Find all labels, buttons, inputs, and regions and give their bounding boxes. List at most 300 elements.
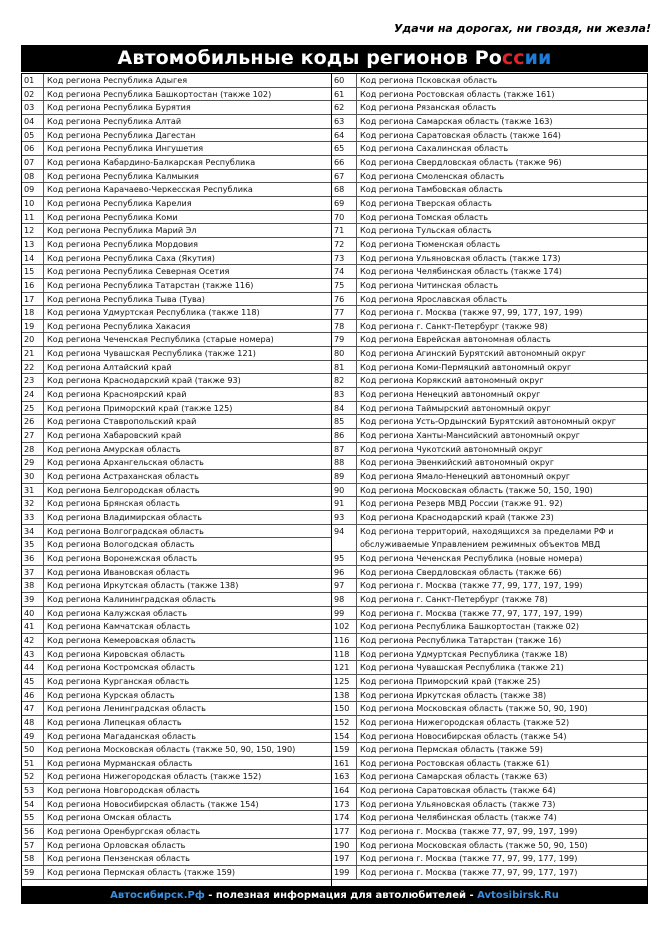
region-name: Код региона Волгоградская область xyxy=(47,525,204,536)
table-row xyxy=(332,183,647,197)
region-code-number: 16 xyxy=(22,279,44,292)
region-name: Код региона Хабаровский край xyxy=(47,430,182,441)
region-name: Код региона Республика Мордовия xyxy=(47,238,199,249)
region-name: Код региона Республика Башкортостан (также 02) xyxy=(360,621,580,632)
region-name: Код региона Калужская область xyxy=(47,607,187,618)
table-row xyxy=(22,511,331,525)
table-row xyxy=(332,197,647,211)
table-row xyxy=(22,675,331,689)
region-code-number: 81 xyxy=(332,361,357,374)
region-code-number: 13 xyxy=(22,238,44,251)
region-name: Код региона Удмуртская Республика (также 118) xyxy=(47,307,260,318)
region-code-number: 21 xyxy=(22,347,44,360)
region-code-number: 91 xyxy=(332,497,357,510)
title-part-white: Автомобильные коды регионов Ро xyxy=(117,47,502,69)
region-name: Код региона Республика Коми xyxy=(47,211,178,222)
table-row xyxy=(332,470,647,484)
table-row xyxy=(22,170,331,184)
region-name: Код региона Смоленская область xyxy=(360,170,505,181)
table-row xyxy=(22,798,331,812)
table-row xyxy=(332,361,647,375)
region-code-number: 174 xyxy=(332,811,357,824)
region-code-number: 69 xyxy=(332,197,357,210)
region-name: Код региона Калининградская область xyxy=(47,593,216,604)
table-row xyxy=(22,333,331,347)
region-name: Код региона Нижегородская область (также 52) xyxy=(360,716,570,727)
region-name: Код региона Республика Северная Осетия xyxy=(47,266,230,277)
region-name: Код региона Чувашская Республика (также 121) xyxy=(47,348,256,359)
region-name: Код региона г. Москва (также 77, 99, 177, 197, 199) xyxy=(360,580,583,591)
title-part-red: сс xyxy=(501,47,525,69)
table-row xyxy=(332,101,647,115)
table-row xyxy=(22,279,331,293)
region-name: Код региона Томская область xyxy=(360,211,489,222)
region-name: Код региона Ивановская область xyxy=(47,566,190,577)
region-code-number: 90 xyxy=(332,484,357,497)
region-name: Код региона Астраханская область xyxy=(47,471,199,482)
table-row xyxy=(332,511,647,525)
region-name: Код региона Пермская область (также 59) xyxy=(360,744,543,755)
region-name: Код региона Липецкая область xyxy=(47,716,182,727)
region-code-number: 38 xyxy=(22,579,44,592)
region-code-number: 96 xyxy=(332,566,357,579)
table-row xyxy=(332,525,647,552)
region-code-number: 82 xyxy=(332,374,357,387)
region-code-number: 12 xyxy=(22,224,44,237)
table-row xyxy=(332,839,647,853)
region-name: Код региона Коми-Пермяцкий автономный округ xyxy=(360,361,572,372)
region-code-number: 197 xyxy=(332,852,357,865)
table-row xyxy=(332,702,647,716)
region-code-number: 27 xyxy=(22,429,44,442)
table-row xyxy=(332,129,647,143)
region-name: Код региона Алтайский край xyxy=(47,361,172,372)
region-name: Код региона Свердловская область (также 96) xyxy=(360,156,562,167)
region-code-number: 42 xyxy=(22,634,44,647)
region-name: Код региона Пермская область (также 159) xyxy=(47,867,236,878)
table-row xyxy=(332,156,647,170)
region-code-number: 14 xyxy=(22,252,44,265)
table-row xyxy=(332,347,647,361)
region-name: Код региона Самарская область (также 163) xyxy=(360,115,553,126)
region-name: Код региона Усть-Ордынский Бурятский автономный округ xyxy=(360,416,617,427)
region-code-number: 80 xyxy=(332,347,357,360)
table-row xyxy=(22,825,331,839)
region-code-number: 54 xyxy=(22,798,44,811)
region-code-number: 97 xyxy=(332,579,357,592)
region-name: Код региона Краснодарский край (также 23) xyxy=(360,512,554,522)
table-row xyxy=(332,320,647,334)
region-name: Код региона Чеченская Республика (старые номера) xyxy=(47,334,274,345)
table-row xyxy=(22,661,331,675)
region-code-number: 93 xyxy=(332,511,357,524)
region-name: Код региона Кировская область xyxy=(47,648,185,659)
table-row xyxy=(22,183,331,197)
region-code-number: 19 xyxy=(22,320,44,333)
region-code-number: 55 xyxy=(22,811,44,824)
region-name: Код региона Республика Адыгея xyxy=(47,75,188,85)
region-name: Код региона Республика Саха (Якутия) xyxy=(47,252,215,263)
region-name: Код региона Саратовская область (также 164) xyxy=(360,129,561,140)
region-name: Код региона Нижегородская область (также 152) xyxy=(47,771,262,782)
region-name: Код региона Камчатская область xyxy=(47,621,191,632)
region-name: Код региона Московская область (также 50, 90, 150) xyxy=(360,839,588,850)
table-row xyxy=(22,552,331,566)
table-row xyxy=(22,770,331,784)
table-row xyxy=(22,374,331,388)
region-name: Код региона Приморский край (также 125) xyxy=(47,402,233,413)
table-row xyxy=(332,825,647,839)
table-row xyxy=(332,716,647,730)
table-row xyxy=(22,238,331,252)
region-code-number: 190 xyxy=(332,839,357,852)
region-code-number: 50 xyxy=(22,743,44,756)
region-code-number: 33 xyxy=(22,511,44,524)
table-row xyxy=(22,320,331,334)
region-name: Код региона Чукотский автономный округ xyxy=(360,443,543,454)
region-code-number: 45 xyxy=(22,675,44,688)
table-row xyxy=(22,484,331,498)
table-row xyxy=(332,607,647,621)
region-code-number: 173 xyxy=(332,798,357,811)
table-row xyxy=(22,525,331,539)
region-name: Код региона Республика Бурятия xyxy=(47,102,191,113)
region-name: Код региона Магаданская область xyxy=(47,730,197,741)
region-code-number: 46 xyxy=(22,689,44,702)
region-code-number: 84 xyxy=(332,402,357,415)
table-row xyxy=(332,743,647,757)
table-row xyxy=(22,456,331,470)
region-name: Код региона Новосибирская область (также 54) xyxy=(360,730,567,741)
table-row xyxy=(332,730,647,744)
table-row xyxy=(22,689,331,703)
region-code-number: 58 xyxy=(22,852,44,865)
region-code-number: 102 xyxy=(332,620,357,633)
table-row xyxy=(22,607,331,621)
region-code-number: 121 xyxy=(332,661,357,674)
table-row xyxy=(332,115,647,129)
region-code-number: 118 xyxy=(332,648,357,661)
table-row xyxy=(22,429,331,443)
table-row xyxy=(22,757,331,771)
region-name: Код региона Ульяновская область (также 73) xyxy=(360,798,556,809)
page-title xyxy=(21,45,648,72)
region-name: Код региона Чувашская Республика (также 21) xyxy=(360,662,564,673)
slogan-text: Удачи на дорогах, ни гвоздя, ни жезла! xyxy=(393,22,651,35)
table-row xyxy=(22,443,331,457)
region-name: Код региона Ростовская область (также 61) xyxy=(360,757,550,768)
region-code-number: 41 xyxy=(22,620,44,633)
footer-link-avtosibirsk-ru[interactable]: Avtosibirsk.Ru xyxy=(477,890,559,901)
region-code-number: 05 xyxy=(22,129,44,142)
table-row xyxy=(22,634,331,648)
table-row xyxy=(332,402,647,416)
table-row xyxy=(332,689,647,703)
table-row xyxy=(332,552,647,566)
region-code-number: 63 xyxy=(332,115,357,128)
region-code-number: 83 xyxy=(332,388,357,401)
region-code-number: 29 xyxy=(22,456,44,469)
region-code-number: 99 xyxy=(332,607,357,620)
region-name: Код региона Орловская область xyxy=(47,839,186,850)
region-code-number: 09 xyxy=(22,183,44,196)
table-row xyxy=(332,238,647,252)
table-row xyxy=(22,156,331,170)
region-code-number: 65 xyxy=(332,142,357,155)
region-code-number: 24 xyxy=(22,388,44,401)
region-code-number: 51 xyxy=(22,757,44,770)
table-row xyxy=(22,415,331,429)
region-code-number: 22 xyxy=(22,361,44,374)
region-code-number: 43 xyxy=(22,648,44,661)
table-row xyxy=(22,811,331,825)
region-name: Код региона Республика Татарстан (также 16) xyxy=(360,634,562,645)
table-row xyxy=(332,429,647,443)
table-row xyxy=(332,757,647,771)
region-code-number: 150 xyxy=(332,702,357,715)
table-row xyxy=(22,648,331,662)
region-code-number: 159 xyxy=(332,743,357,756)
table-row xyxy=(22,265,331,279)
region-code-number: 18 xyxy=(22,306,44,319)
region-code-number: 11 xyxy=(22,211,44,224)
left-column xyxy=(22,74,332,886)
table-row xyxy=(22,197,331,211)
region-name: Код региона Удмуртская Республика (также 18) xyxy=(360,648,568,659)
region-name: Код региона Краснодарский край (также 93) xyxy=(47,375,241,386)
region-name: Код региона Самарская область (также 63) xyxy=(360,771,548,782)
region-name: Код региона г. Санкт-Петербург (также 98) xyxy=(360,320,548,331)
region-name: Код региона Республика Дагестан xyxy=(47,129,196,140)
region-code-number: 40 xyxy=(22,607,44,620)
region-code-number: 30 xyxy=(22,470,44,483)
region-code-number: 56 xyxy=(22,825,44,838)
region-code-number: 35 xyxy=(22,538,44,551)
region-name: Код региона Архангельская область xyxy=(47,457,204,468)
region-name: Код региона Оренбургская область xyxy=(47,826,200,837)
region-code-number: 44 xyxy=(22,661,44,674)
table-row xyxy=(332,142,647,156)
region-code-number: 17 xyxy=(22,293,44,306)
region-code-number: 177 xyxy=(332,825,357,838)
table-row xyxy=(332,634,647,648)
table-row xyxy=(22,852,331,866)
region-code-number: 94 xyxy=(332,525,357,551)
region-code-number: 78 xyxy=(332,320,357,333)
table-row xyxy=(22,361,331,375)
region-code-number: 72 xyxy=(332,238,357,251)
table-row xyxy=(332,798,647,812)
table-row xyxy=(22,211,331,225)
region-code-number: 85 xyxy=(332,415,357,428)
region-code-number: 87 xyxy=(332,443,357,456)
region-code-number: 23 xyxy=(22,374,44,387)
region-code-number: 75 xyxy=(332,279,357,292)
region-code-number: 10 xyxy=(22,197,44,210)
region-code-number: 161 xyxy=(332,757,357,770)
table-row xyxy=(22,470,331,484)
table-row xyxy=(332,374,647,388)
table-row xyxy=(22,702,331,716)
table-row xyxy=(22,716,331,730)
region-code-number: 77 xyxy=(332,306,357,319)
table-row xyxy=(332,211,647,225)
table-row xyxy=(332,770,647,784)
region-code-number: 61 xyxy=(332,88,357,101)
region-name: Код региона Ростовская область (также 161) xyxy=(360,88,555,99)
table-row xyxy=(22,743,331,757)
region-name: Код региона г. Москва (также 97, 99, 177, 197, 199) xyxy=(360,307,583,318)
region-name: Код региона Новгородская область xyxy=(47,785,200,796)
table-row xyxy=(332,593,647,607)
region-name: Код региона Чеченская Республика (новые номера) xyxy=(360,552,583,563)
region-codes-table xyxy=(21,73,648,887)
region-code-number: 03 xyxy=(22,101,44,114)
table-row xyxy=(22,593,331,607)
region-name: Код региона Костромская область xyxy=(47,662,196,673)
region-code-number: 163 xyxy=(332,770,357,783)
region-name: Код региона Таймырский автономный округ xyxy=(360,402,551,413)
region-name: Код региона Ямало-Ненецкий автономный округ xyxy=(360,471,571,482)
region-name: Код региона Курская область xyxy=(47,689,175,700)
region-code-number: 53 xyxy=(22,784,44,797)
region-name: Код региона Владимирская область xyxy=(47,512,203,522)
region-name: Код региона Тульская область xyxy=(360,225,492,236)
table-row xyxy=(22,306,331,320)
table-row xyxy=(332,388,647,402)
table-row xyxy=(332,566,647,580)
table-row xyxy=(332,811,647,825)
region-code-number: 67 xyxy=(332,170,357,183)
region-name: Код региона Сахалинская область xyxy=(360,143,509,154)
region-name: Код региона Омская область xyxy=(47,812,172,823)
region-code-number: 36 xyxy=(22,552,44,565)
region-code-number: 64 xyxy=(332,129,357,142)
table-row xyxy=(332,415,647,429)
region-code-number: 73 xyxy=(332,252,357,265)
region-code-number: 49 xyxy=(22,730,44,743)
table-row xyxy=(332,620,647,634)
region-code-number: 06 xyxy=(22,142,44,155)
region-code-number: 164 xyxy=(332,784,357,797)
region-code-number: 02 xyxy=(22,88,44,101)
footer-link-avtosibirsk-rf[interactable]: Автосибирск.Рф xyxy=(110,890,205,901)
table-row xyxy=(332,170,647,184)
region-name: Код региона Эвенкийский автономный округ xyxy=(360,457,555,468)
region-code-number: 66 xyxy=(332,156,357,169)
table-row xyxy=(332,88,647,102)
table-row xyxy=(22,566,331,580)
table-row xyxy=(332,675,647,689)
region-name: Код региона Рязанская область xyxy=(360,102,497,113)
region-code-number: 125 xyxy=(332,675,357,688)
table-row xyxy=(22,88,331,102)
region-code-number: 04 xyxy=(22,115,44,128)
region-name: Код региона Московская область (также 50, 150, 190) xyxy=(360,484,593,495)
region-code-number: 34 xyxy=(22,525,44,538)
region-name: Код региона Красноярский край xyxy=(47,389,187,400)
table-row xyxy=(22,866,331,880)
region-code-number: 199 xyxy=(332,866,357,879)
region-name: Код региона Мурманская область xyxy=(47,757,193,768)
region-code-number: 32 xyxy=(22,497,44,510)
region-name: Код региона Курганская область xyxy=(47,675,190,686)
table-row xyxy=(22,129,331,143)
region-name: Код региона Ненецкий автономный округ xyxy=(360,389,541,400)
table-row xyxy=(22,347,331,361)
table-row xyxy=(22,402,331,416)
region-name: Код региона Саратовская область (также 64) xyxy=(360,785,556,796)
table-row xyxy=(332,852,647,866)
table-row xyxy=(332,279,647,293)
table-row xyxy=(332,784,647,798)
region-code-number: 39 xyxy=(22,593,44,606)
region-name: Код региона Ставропольский край xyxy=(47,416,197,427)
region-code-number: 88 xyxy=(332,456,357,469)
region-code-number: 60 xyxy=(332,74,357,87)
region-code-number: 25 xyxy=(22,402,44,415)
region-name: Код региона Ярославская область xyxy=(360,293,508,304)
region-code-number: 89 xyxy=(332,470,357,483)
table-row xyxy=(332,484,647,498)
region-name: Код региона Республика Башкортостан (также 102) xyxy=(47,88,272,99)
table-row xyxy=(22,142,331,156)
region-name: Код региона Карачаево-Черкесская Республика xyxy=(47,184,253,195)
table-row xyxy=(332,648,647,662)
region-name: Код региона Республика Алтай xyxy=(47,115,182,126)
table-row xyxy=(332,456,647,470)
region-name: Код региона Республика Ингушетия xyxy=(47,143,204,154)
region-name: Код региона Республика Татарстан (также 116) xyxy=(47,279,254,290)
region-name: Код региона Белгородская область xyxy=(47,484,200,495)
table-row xyxy=(22,839,331,853)
region-name: Код региона Московская область (также 50, 90, 150, 190) xyxy=(47,744,296,755)
region-name: Код региона Республика Марий Эл xyxy=(47,225,197,236)
region-name: Код региона Республика Карелия xyxy=(47,197,192,208)
table-row xyxy=(22,388,331,402)
region-name: Код региона Свердловская область (также 66) xyxy=(360,566,562,577)
region-code-number: 08 xyxy=(22,170,44,183)
region-code-number: 62 xyxy=(332,101,357,114)
region-code-number: 37 xyxy=(22,566,44,579)
region-name: Код региона Читинская область xyxy=(360,279,499,290)
table-row xyxy=(332,224,647,238)
region-name: Код региона Тамбовская область xyxy=(360,184,503,195)
region-code-number: 95 xyxy=(332,552,357,565)
table-row xyxy=(22,74,331,88)
region-code-number: 57 xyxy=(22,839,44,852)
table-row xyxy=(332,443,647,457)
region-code-number: 28 xyxy=(22,443,44,456)
region-code-number: 152 xyxy=(332,716,357,729)
region-name: Код региона г. Москва (также 77, 97, 99, 177, 197) xyxy=(360,867,578,878)
region-code-number: 31 xyxy=(22,484,44,497)
table-row xyxy=(332,306,647,320)
table-row xyxy=(22,497,331,511)
table-row xyxy=(332,252,647,266)
region-code-number: 26 xyxy=(22,415,44,428)
region-code-number: 48 xyxy=(22,716,44,729)
region-name: Код региона Тюменская область xyxy=(360,238,501,249)
region-name: Код региона Агинский Бурятский автономный округ xyxy=(360,348,586,359)
region-name: Код региона Челябинская область (также 74) xyxy=(360,812,557,823)
table-row xyxy=(22,784,331,798)
region-name: Код региона Корякский автономный округ xyxy=(360,375,544,386)
right-column xyxy=(332,74,647,886)
region-code-number: 07 xyxy=(22,156,44,169)
region-code-number: 138 xyxy=(332,689,357,702)
region-code-number: 74 xyxy=(332,265,357,278)
